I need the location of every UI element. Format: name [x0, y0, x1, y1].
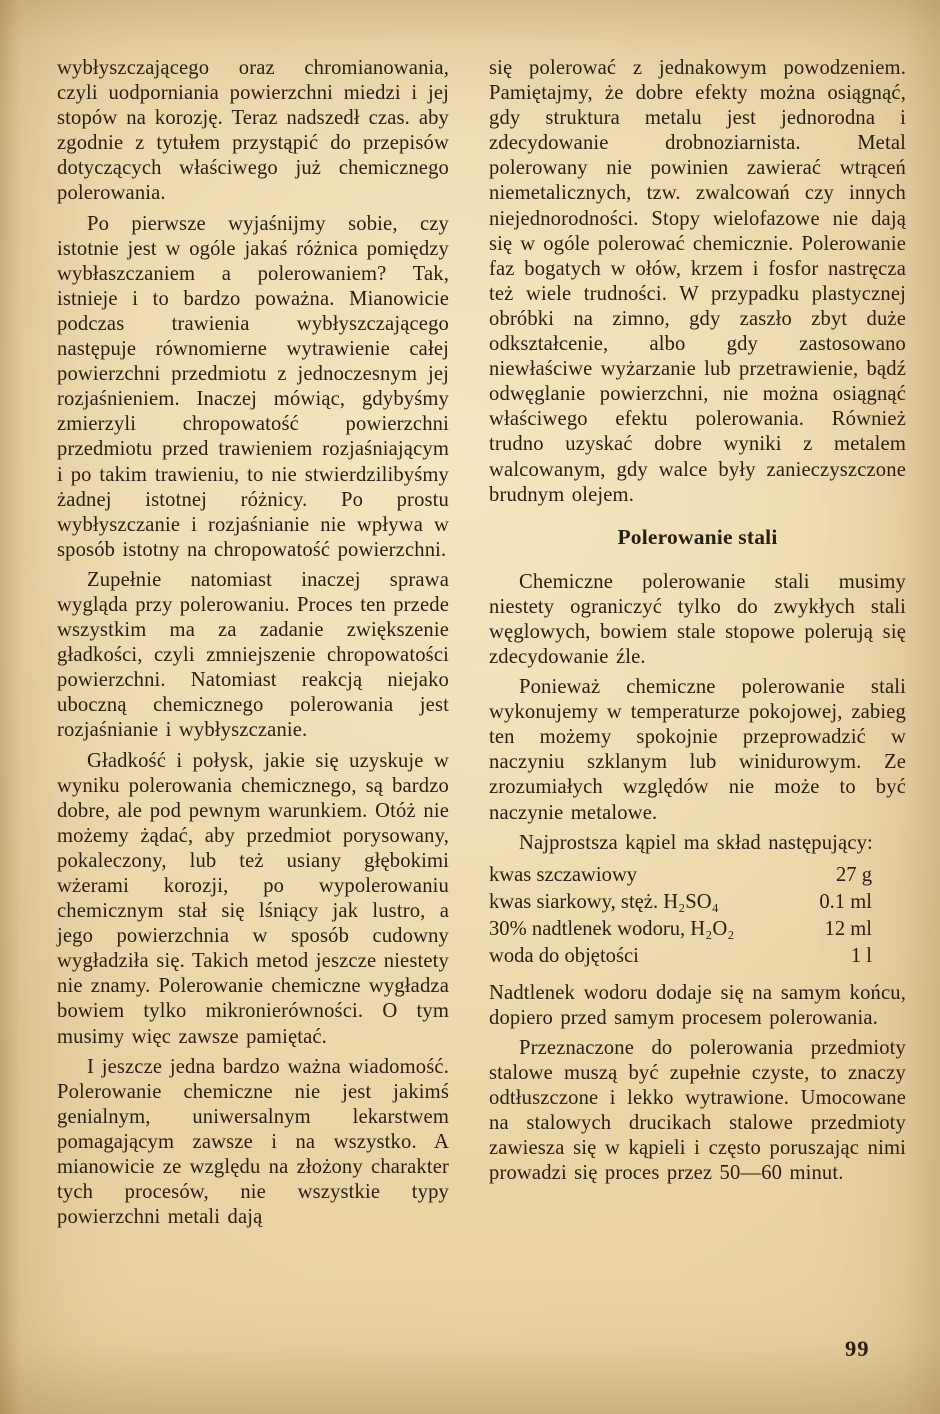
recipe-list — [489, 862, 906, 970]
ingredient-amount: 27 g — [835, 863, 872, 886]
ingredient-amount: 1 l — [850, 944, 872, 967]
paragraph: I jeszcze jedna bardzo ważna wiadomość. Polerowanie chemiczne nie jest jakimś genialnym, uniwersalnym lekarstwem pomagającym zawsze i na wszystko. A mianowicie ze względu na złożony charakter tych procesów, nie wszystkie typy powierzchni metali dają — [57, 1055, 449, 1229]
paragraph: Nadtlenek wodoru dodaje się na samym końcu, dopiero przed samym procesem polerowania. — [489, 981, 906, 1029]
recipe-row — [489, 862, 906, 889]
ingredient-name: kwas szczawiowy — [489, 863, 638, 886]
ingredient-name: 30% nadtlenek wodoru, H₂O₂ — [489, 917, 735, 940]
left-column — [57, 56, 449, 1235]
paragraph: Gładkość i połysk, jakie się uzyskuje w wyniku polerowania chemicznego, są bardzo dobre, ale pod pewnym warunkiem. Otóż nie możemy żądać, aby przedmiot porysowany, pokaleczony, lub też usiany głębokimi wżerami korozji, po wypolerowaniu chemicznym stał się lśniący jak lustro, a jego powierzchnia w sposób cudowny wygładziła się. Takich metod jeszcze niestety nie znamy. Polerowanie chemiczne wygładza bowiem tylko mikronierówności. O tym musimy więc zawsze pamiętać. — [57, 749, 449, 1048]
paragraph: się polerować z jednakowym powodzeniem. Pamiętajmy, że dobre efekty można osiągnąć, gdy struktura metalu jest jednorodna i zdecydowanie drobnoziarnista. Metal polerowany nie powinien zawierać wtrąceń niemetalicznych, tzw. zwalcowań czy innych niejednorodności. Stopy wielofazowe nie dają się w ogóle polerować chemicznie. Polerowanie faz bogatych w ołów, krzem i fosfor nastręcza też wiele trudności. W przypadku plastycznej obróbki na zimno, gdy zaszło zbyt duże odkształcenie, albo gdy zastosowano niewłaściwe wyżarzanie lub przetrawienie, bądź odwęglanie powierzchni, nie można osiągnąć właściwego efektu polerowania. Również trudno uzyskać dobre wyniki z metalem walcowanym, gdy walce były zanieczyszczone brudnym olejem. — [489, 57, 906, 506]
right-column — [489, 56, 906, 1235]
paragraph: wybłyszczającego oraz chromianowania, czyli uodporniania powierzchni miedzi i jej stopów na korozję. Teraz nadszedł czas. aby zgodnie z tytułem przystąpić do przepisów dotyczących właściwego już chemicznego polerowania. — [57, 57, 449, 205]
recipe-row — [489, 916, 906, 943]
ingredient-name: kwas siarkowy, stęż. H₂SO₄ — [489, 890, 719, 913]
recipe-row — [489, 889, 906, 916]
ingredient-amount: 12 ml — [824, 917, 872, 940]
paragraph: Po pierwsze wyjaśnijmy sobie, czy istotnie jest w ogóle jakaś różnica pomiędzy wybłaszczaniem a polerowaniem? Tak, istnieje i to bardzo poważna. Mianowicie podczas trawienia wybłyszczającego następuje równomierne wytrawienie całej powierzchni przedmiotu z jednoczesnym jej rozjaśnieniem. Inaczej mówiąc, gdybyśmy zmierzyli chropowatość powierzchni przedmiotu przed trawieniem rozjaśniającym i po takim trawieniu, to nie stwierdzilibyśmy żadnej istotnej różnicy. Po prostu wybłyszczanie i rozjaśnianie nie wpływa w sposób istotny na chropowatość powierzchni. — [57, 212, 449, 561]
paragraph: Chemiczne polerowanie stali musimy niestety ograniczyć tylko do zwykłych stali węglowych, bowiem stale stopowe polerują się zdecydowanie źle. — [489, 570, 906, 668]
ingredient-name: woda do objętości — [489, 944, 639, 967]
page-number: 99 — [845, 1336, 870, 1361]
paragraph: Ponieważ chemiczne polerowanie stali wykonujemy w temperaturze pokojowej, zabieg ten możemy spokojnie przeprowadzić w naczyniu szklanym lub winidurowym. Ze zrozumiałych względów nie może to być naczynie metalowe. — [489, 676, 906, 824]
recipe-row — [489, 943, 906, 970]
ingredient-amount: 0.1 ml — [819, 890, 872, 913]
paragraph: Zupełnie natomiast inaczej sprawa wygląda przy polerowaniu. Proces ten przede wszystkim ma za zadanie zwiększenie gładkości, czyli zmniejszenie chropowatości powierzchni. Natomiast reakcją niejako uboczną chemicznego polerowania jest rozjaśnianie i wybłyszczanie. — [57, 568, 449, 742]
section-heading: Polerowanie stali — [617, 524, 778, 549]
paragraph: Przeznaczone do polerowania przedmioty stalowe muszą być zupełnie czyste, to znaczy odtłuszczone i lekko wytrawione. Umocowane na stalowych drucikach stalowe przedmioty zawiesza się w kąpieli i często poruszając nimi prowadzi się proces przez 50—60 minut. — [489, 1036, 906, 1185]
paragraph: Najprostsza kąpiel ma skład następujący: — [519, 831, 873, 854]
